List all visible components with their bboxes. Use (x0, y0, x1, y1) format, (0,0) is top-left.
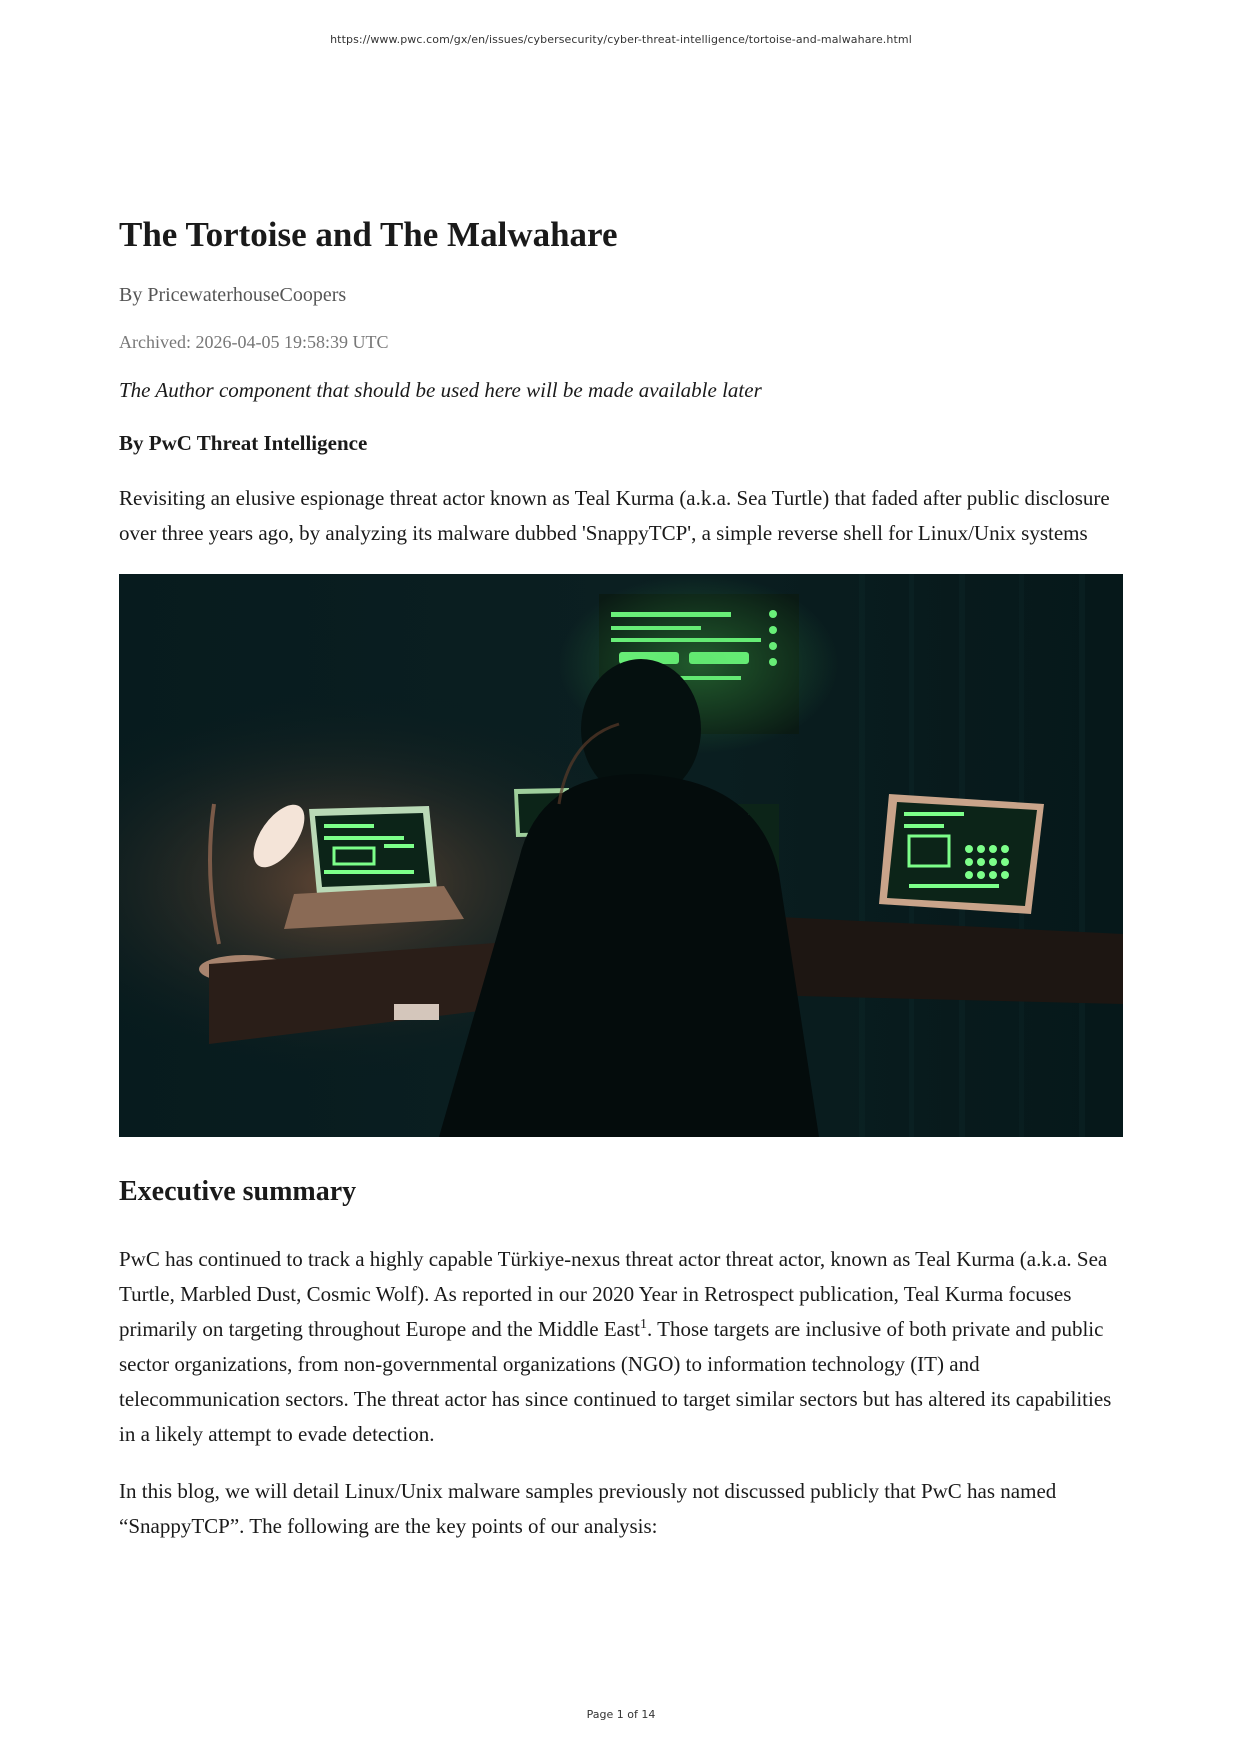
page-number: Page 1 of 14 (586, 1708, 656, 1721)
byline: By PricewaterhouseCoopers (119, 284, 347, 306)
summary-paragraph-1-part2: . Those targets are inclusive of both private and public sector organizations, from non-governmental organizations (NGO) to information technology (IT) and telecommunication sectors. The threat actor has since continued to target similar sectors but has altered its capabilities in a likely attempt to evade detection. (119, 1317, 1112, 1446)
footnote-ref-1[interactable]: 1 (640, 1317, 648, 1332)
article-intro: Revisiting an elusive espionage threat actor known as Teal Kurma (a.k.a. Sea Turtle) that faded after public disclosure over three years ago, by analyzing its malware dubbed 'SnappyTCP', a simple reverse shell for Linux/Unix systems (119, 486, 1110, 545)
author-note: The Author component that should be used here will be made available later (119, 378, 762, 402)
section-heading: Executive summary (119, 1176, 357, 1207)
summary-paragraph-1 (119, 1242, 1123, 1452)
hero-image (119, 574, 1123, 1137)
article-title: The Tortoise and The Malwahare (119, 215, 618, 254)
author-credit: By PwC Threat Intelligence (119, 431, 368, 455)
page-url: https://www.pwc.com/gx/en/issues/cybersecurity/cyber-threat-intelligence/tortoise-and-malwahare.html (330, 33, 912, 46)
article (119, 210, 1123, 1544)
archived-date: Archived: 2026-04-05 19:58:39 UTC (119, 332, 389, 352)
summary-paragraph-1-part1: PwC has continued to track a highly capable Türkiye-nexus threat actor threat actor, known as Teal Kurma (a.k.a. Sea Turtle, Marbled Dust, Cosmic Wolf). As reported in our 2020 Year in Retrospect publication, Teal Kurma focuses primarily on targeting throughout Europe and the Middle East (119, 1247, 1108, 1341)
summary-paragraph-2: In this blog, we will detail Linux/Unix malware samples previously not discussed publicly that PwC has named “SnappyTCP”. The following are the key points of our analysis: (119, 1479, 1057, 1538)
